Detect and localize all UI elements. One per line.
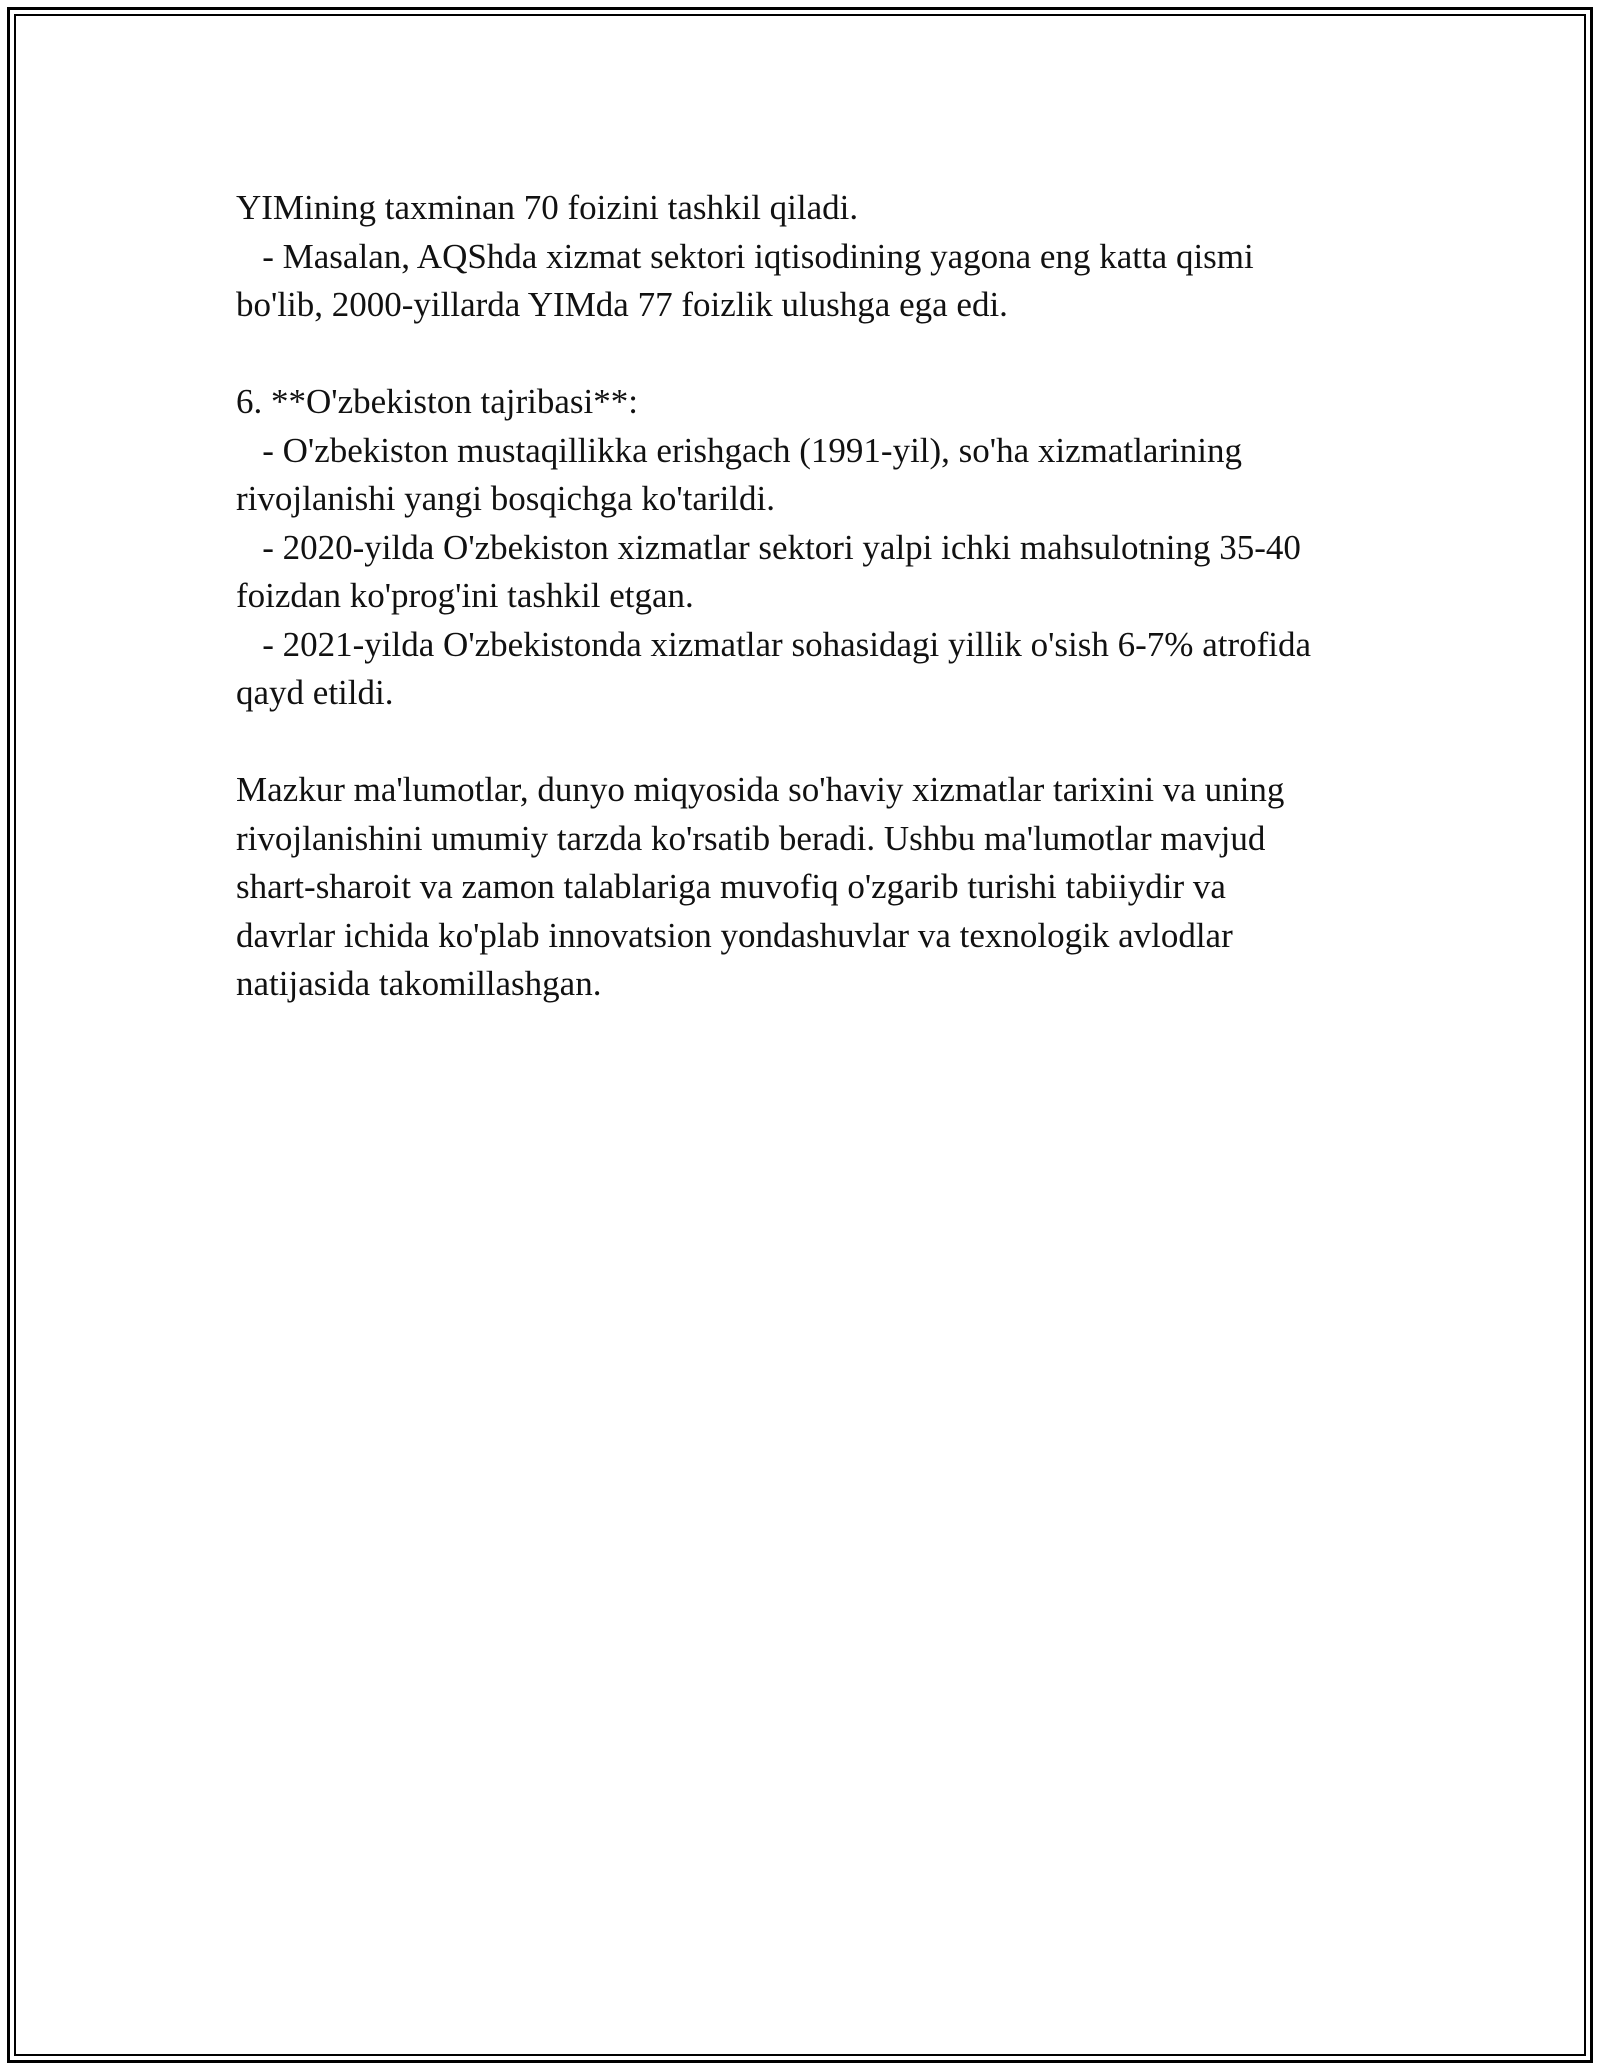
text-line: rivojlanishi yangi bosqichga ko'tarildi. (236, 479, 775, 518)
blank-line (236, 330, 1386, 379)
text-line: shart-sharoit va zamon talablariga muvofiq o'zgarib turishi tabiiydir va (236, 867, 1226, 906)
blank-line (236, 718, 1386, 767)
text-line: qayd etildi. (236, 673, 394, 712)
text-line: - 2021-yilda O'zbekistonda xizmatlar sohasidagi yillik o'sish 6-7% atrofida (236, 624, 1312, 664)
text-line: - Masalan, AQShda xizmat sektori iqtisodining yagona eng katta qismi (236, 236, 1254, 276)
text-line: rivojlanishini umumiy tarzda ko'rsatib beradi. Ushbu ma'lumotlar mavjud (236, 818, 1266, 858)
text-line: bo'lib, 2000-yillarda YIMda 77 foizlik ulushga ega edi. (236, 285, 1008, 324)
text-line: YIMining taxminan 70 foizini tashkil qiladi. (236, 188, 859, 227)
text-line: Mazkur ma'lumotlar, dunyo miqyosida so'haviy xizmatlar tarixini va uning (236, 770, 1285, 809)
text-line: natijasida takomillashgan. (236, 964, 602, 1003)
text-line: foizdan ko'prog'ini tashkil etgan. (236, 576, 694, 615)
text-line: - 2020-yilda O'zbekiston xizmatlar sektori yalpi ichki mahsulotning 35-40 (236, 527, 1301, 567)
document-body (236, 184, 1386, 1009)
text-line: - O'zbekiston mustaqillikka erishgach (1991-yil), so'ha xizmatlarining (236, 430, 1242, 470)
text-line: davrlar ichida ko'plab innovatsion yondashuvlar va texnologik avlodlar (236, 915, 1233, 955)
section-heading: 6. **O'zbekiston tajribasi**: (236, 382, 638, 421)
